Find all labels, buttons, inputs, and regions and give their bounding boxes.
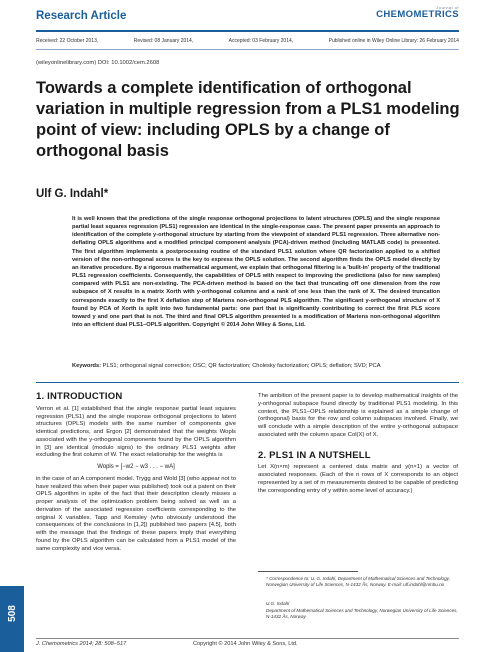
weights-equation: Wopls = [−w2 − w3 . . . − wA] — [97, 464, 175, 470]
published-date: Published online in Wiley Online Library: 26 February 2014 — [328, 38, 459, 44]
doi-line: (wileyonlinelibrary.com) DOI: 10.1002/cem.2608 — [36, 60, 160, 66]
accepted-date: Accepted: 03 February 2014, — [228, 38, 294, 44]
page-number: 508 — [6, 605, 18, 622]
header-rule — [36, 30, 459, 32]
article-type-label: Research Article — [36, 10, 127, 22]
publication-dates — [36, 38, 459, 44]
affiliation-name: U.G. Indahl — [266, 601, 290, 606]
left-column — [36, 393, 236, 553]
keywords-label: Keywords: — [72, 363, 102, 369]
received-date: Received: 22 October 2013, — [36, 38, 99, 44]
affiliation: Department of Mathematical Sciences and Technology, Norwegian University of Life Sciences, N-1432 Ås, Norway — [266, 608, 458, 620]
footnote-rule — [258, 571, 358, 572]
journal-name: CHEMOMETRICS — [376, 9, 459, 20]
footer-rule — [36, 638, 459, 639]
page-number-tab — [0, 586, 24, 652]
journal-prefix: Journal of — [436, 5, 459, 10]
author-name: Ulf G. Indahl* — [36, 188, 109, 200]
citation: J. Chemometrics 2014; 28: 508–517 — [36, 641, 127, 647]
dates-rule — [36, 49, 459, 50]
revised-date: Revised: 08 January 2014, — [133, 38, 194, 44]
keywords — [72, 362, 440, 370]
article-title: Towards a complete identification of orthogonal variation in multiple regression from a PLS1 modeling point of view: including OPLS by a change of orthogonal basis — [36, 79, 460, 160]
correspondence-note: * Correspondence to: U. G. Indahl, Department of Mathematical Sciences and Technology, Norwegian University of Life Sciences, N-1432 Ås, Norway. E-mail: ulf.indahl@nmbu.no — [266, 576, 450, 588]
intro-paragraph-1: Verron et al. [1] established that the single response partial least squares regression (PLS1) and the single response orthogonal projections to latent structures (OPLS) models with the same number of components give identical predictions, and Ergon [2] demonstrated that the weights Wopls associated with the y-orthogonal components found by the OPLS algorithm in [3] are identical (modulo signs) to the ordinary PLS1 weights after excluding the first column of W. The exact relationship for the weights is — [36, 405, 236, 459]
journal-logo — [376, 6, 459, 20]
keywords-text: PLS1; orthogonal signal correction; OSC; QR factorization; Cholesky factorization; OPLS; deflation; SVD; PCA — [102, 363, 381, 369]
abstract: It is well known that the predictions of the single response orthogonal projections to latent structures (OPLS) and the single response partial least squares regression (PLS1) regression are identical in the single-response case. The present paper presents an approach to identification of the complete y-orthogonal structure by starting from the viewpoint of standard PLS1 regression. Three alternative non-deflating OPLS algorithms and a modified principal component analysis (PCA)-driven method (including MATLAB code) is presented. The first algorithm implements a postprocessing routine of the standard PLS1 solution where QR factorization applied to a shifted version of the non-orthogonal scores is the key to express the OPLS solution. The second algorithm finds the OPLS model directly by an iterative procedure. By a rigorous mathematical argument, we explain that orthogonal filtering is a 'built-in' property of the traditional PLS1 regression coefficients. Consequently, the capabilities of OPLS with respect to improving the predictions (also for new samples) compared with PLS1 are non-existing. The PCA-driven method is based on the fact that truncating off one dimension from the row subspace of X results in a matrix Xorth with y-orthogonal columns and a rank of one less than the rank of X. The desired truncation corresponds exactly to the first X deflation step of Martens non-orthogonal PLS algorithm. The significant y-orthogonal structure of X found by PCA of Xorth is split into two fundamental parts: one part that is significantly contributing to correct the first PLS score toward y and one part that is not. The third and final OPLS algorithm presented is a modification of Martens non-orthogonal algorithm into an efficient dual PLS1–OPLS algorithm. Copyright © 2014 John Wiley & Sons, Ltd. — [72, 216, 440, 329]
pls1-heading: 2. PLS1 IN A NUTSHELL — [258, 449, 371, 461]
abstract-rule — [36, 382, 459, 383]
intro-heading: 1. INTRODUCTION — [36, 391, 123, 402]
copyright: Copyright © 2014 John Wiley & Sons, Ltd. — [193, 641, 298, 647]
right-column — [258, 393, 458, 495]
intro-paragraph-3: The ambition of the present paper is to develop mathematical insights of the y-orthogonal subspace found directly by traditional PLS1 modeling. In this context, the PLS1–OPLS relationship is explained as a simple change of (orthogonal) basis for the row and column subspaces involved. Finally, we will conclude with a simple description of the entire y-orthogonal subspace associated with the column space Col(X) of X. — [258, 393, 458, 438]
intro-paragraph-2: in the case of an A component model. Trygg and Wold [3] (who appear not to have realized this when their paper was published) took out a patent on their OPLS algorithm in spite of the fact that their description clearly misses a proper analysis of the optimization problem being solved as well as a derivation of the associated regression coefficients corresponding to the original X variables. Tapp and Kemsley (who obviously understood the consequences of the conclusions in [1,2]) published two papers [4,5], both with the message that the findings of these papers imply that everything found by the OPLS algorithm can be calculated from a PLS1 model of the same complexity and vice versa. — [36, 475, 236, 552]
pls1-paragraph-1: Let X(n×m) represent a centered data matrix and y(n×1) a vector of associated responses. (Each of the n rows of X corresponds to an object represented by a set of m measurements desired to be capable of predicting the corresponding entry of y within some level of accuracy.) — [258, 464, 458, 494]
